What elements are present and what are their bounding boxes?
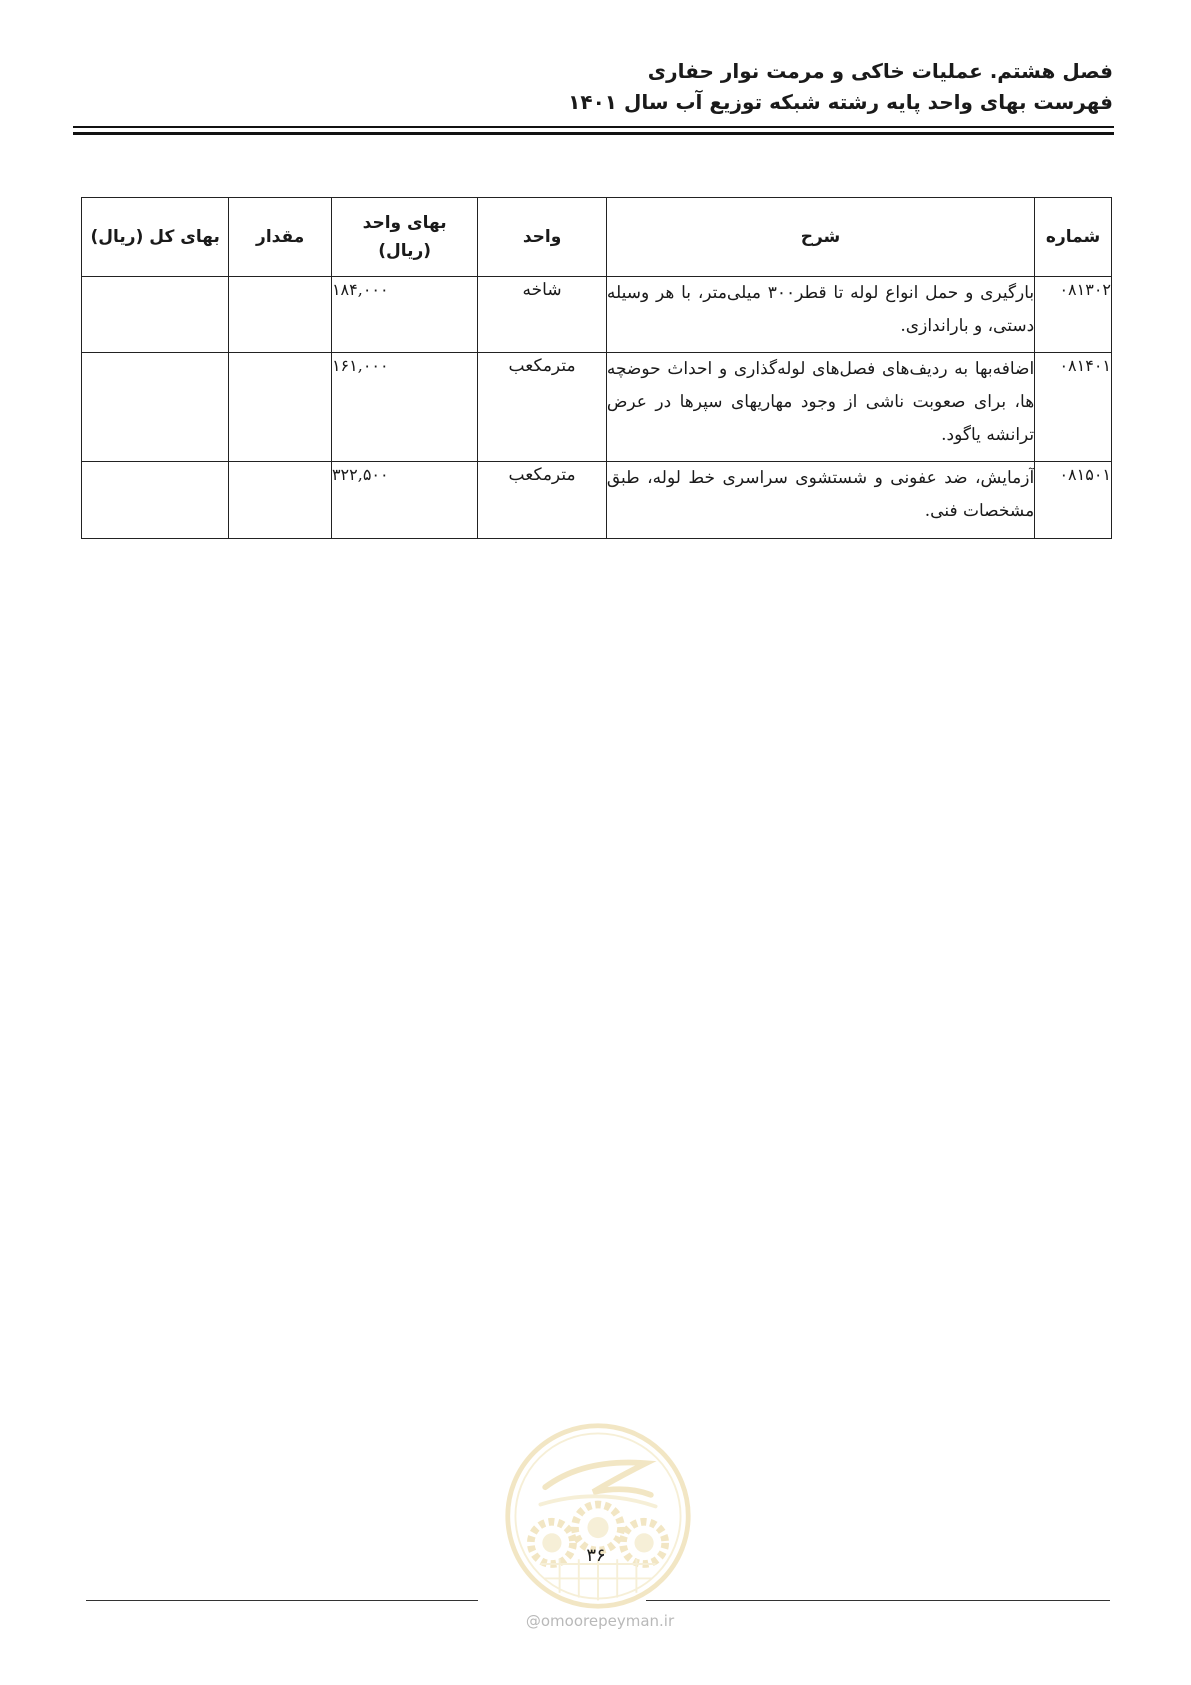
omoorepeyman-seal-logo-icon [502, 1420, 694, 1612]
unit-price-header-line2: (ریال) [378, 241, 432, 261]
col-total-header: بهای کل (ریال) [82, 198, 229, 277]
row-quantity [229, 277, 332, 353]
page-header [568, 56, 1113, 118]
row-quantity [229, 353, 332, 462]
row-unit-price: ۱۶۱,۰۰۰ [331, 353, 477, 462]
col-description-header: شرح [606, 198, 1034, 277]
row-quantity [229, 462, 332, 539]
header-rule-thin [73, 126, 1114, 128]
row-total [82, 462, 229, 539]
col-unit-price-header [331, 198, 477, 277]
website-watermark: @omoorepeyman.ir [525, 1612, 675, 1630]
row-number: ۰۸۱۵۰۱ [1035, 462, 1112, 539]
footer-rule-left [86, 1600, 478, 1601]
row-total [82, 277, 229, 353]
row-description: اضافه‌بها به ردیف‌های فصل‌های لوله‌گذاری و احداث حوضچه ها، برای صعوبت ناشی از وجود مهاریهای سپرها در عرض ترانشه یاگود. [606, 353, 1034, 462]
price-list-table [81, 197, 1112, 539]
col-number-header: شماره [1035, 198, 1112, 277]
row-unit-price: ۳۲۲,۵۰۰ [331, 462, 477, 539]
row-number: ۰۸۱۴۰۱ [1035, 353, 1112, 462]
unit-price-header-line1: بهای واحد [362, 213, 447, 233]
col-quantity-header: مقدار [229, 198, 332, 277]
row-unit: مترمکعب [478, 462, 607, 539]
table-header-row [82, 198, 1112, 277]
col-unit-header: واحد [478, 198, 607, 277]
header-rule-thick [73, 132, 1114, 135]
row-description: آزمایش، ضد عفونی و شستشوی سراسری خط لوله، طبق مشخصات فنی. [606, 462, 1034, 539]
row-description: بارگیری و حمل انواع لوله تا قطر۳۰۰ میلی‌متر، با هر وسیله دستی، و باراندازی. [606, 277, 1034, 353]
page-number: ۳۶ [586, 1545, 606, 1566]
footer-rule-right [646, 1600, 1110, 1601]
row-total [82, 353, 229, 462]
document-title: فهرست بهای واحد پایه رشته شبکه توزیع آب سال ۱۴۰۱ [568, 90, 1113, 114]
table-row [82, 353, 1112, 462]
row-unit: شاخه [478, 277, 607, 353]
row-unit: مترمکعب [478, 353, 607, 462]
table-row [82, 277, 1112, 353]
row-number: ۰۸۱۳۰۲ [1035, 277, 1112, 353]
chapter-title: فصل هشتم. عملیات خاکی و مرمت نوار حفاری [647, 59, 1113, 83]
table-row [82, 462, 1112, 539]
row-unit-price: ۱۸۴,۰۰۰ [331, 277, 477, 353]
